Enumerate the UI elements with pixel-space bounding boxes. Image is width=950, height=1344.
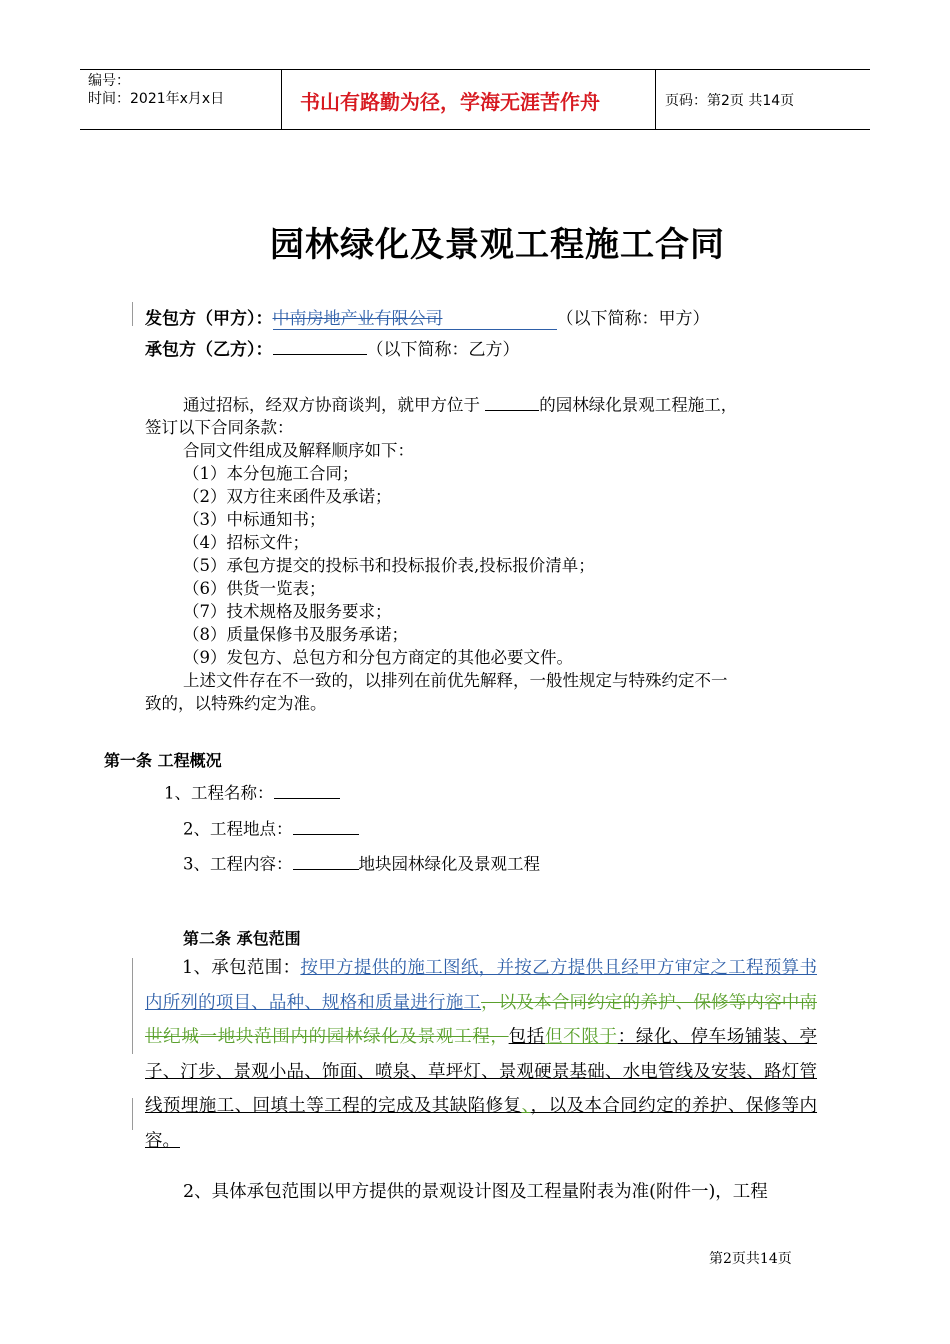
- employer-name: 中南房地产业有限公司: [273, 304, 557, 330]
- intro-line-1: 通过招标，经双方协商谈判，就甲方位于 的园林绿化景观工程施工，: [183, 393, 737, 417]
- scope-deleted-text: ，以及本合同约定的养护、保修等内容中南世纪城一地块范围内的园林绿化及景观工程，: [145, 992, 817, 1047]
- page-label: 页码：第2页 共14页: [665, 93, 795, 109]
- contractor-blank: [273, 337, 367, 355]
- change-bar: [132, 302, 133, 326]
- serial-label: 编号：: [88, 73, 130, 89]
- document-title: 园林绿化及景观工程施工合同: [270, 225, 725, 265]
- change-bar: [132, 958, 133, 1054]
- employer-label: 发包方（甲方）：: [145, 309, 273, 329]
- scope-blue-text: 按甲方提供的施工图纸，并按乙方提供且经甲方审定之工程预算书内所列的项目、品种、规格和质量进行施工: [145, 958, 817, 1013]
- precedence-line-1: 上述文件存在不一致的，以排列在前优先解释，一般性规定与特殊约定不一: [183, 671, 728, 690]
- list-item: （1）本分包施工合同；: [183, 464, 359, 483]
- contractor-line: [145, 335, 520, 360]
- list-item: （7）技术规格及服务要求；: [183, 602, 392, 621]
- header-divider-left: [281, 69, 282, 129]
- article1-heading: 第一条 工程概况: [104, 751, 222, 770]
- time-label: 时间：2021年x月x日: [88, 91, 225, 107]
- change-bar: [132, 1098, 133, 1130]
- list-item: （5）承包方提交的投标书和投标报价表,投标报价清单；: [183, 556, 595, 575]
- contractor-suffix: （以下简称：乙方）: [366, 340, 520, 360]
- article2-item-2: 2、具体承包范围以甲方提供的景观设计图及工程量附表为准(附件一)，工程: [183, 1182, 768, 1202]
- article2-heading: 第二条 承包范围: [183, 929, 301, 948]
- precedence-line-2: 致的，以特殊约定为准。: [145, 694, 327, 713]
- location-blank: [485, 393, 539, 411]
- project-name-blank: [274, 781, 340, 799]
- list-item: （2）双方往来函件及承诺；: [183, 487, 392, 506]
- scope-inserted-text: 但不限于: [544, 1027, 618, 1047]
- docs-heading: 合同文件组成及解释顺序如下：: [183, 441, 414, 460]
- article1-item-2: 2、工程地点：: [183, 817, 359, 841]
- scope-paragraph: 1、承包范围：按甲方提供的施工图纸，并按乙方提供且经甲方审定之工程预算书内所列的项目、品种、规格和质量进行施工，以及本合同约定的养护、保修等内容中南世纪城一地块范围内的园林绿化及景观工程，包括但不限于：绿化、停车场铺装、亭子、汀步、景观小品、饰面、喷泉、草坪灯、景观硬景基础、水电管线及安装、路灯管线预埋施工、回填土等工程的完成及其缺陷修复、，以及本合同约定的养护、保修等内容。: [145, 958, 818, 1151]
- footer-page-number: 第2页共14页: [709, 1251, 792, 1267]
- article1-item-1: 1、工程名称：: [164, 781, 340, 805]
- header-motto: 书山有路勤为径，学海无涯苦作舟: [300, 90, 600, 114]
- list-item: （4）招标文件；: [183, 533, 309, 552]
- header-bottom-rule: [80, 129, 870, 130]
- list-item: （8）质量保修书及服务承诺；: [183, 625, 408, 644]
- intro-line-2: 签订以下合同条款：: [145, 418, 294, 437]
- article1-item-3: 3、工程内容： 地块园林绿化及景观工程: [183, 852, 540, 876]
- list-item: （3）中标通知书；: [183, 510, 326, 529]
- contractor-label: 承包方（乙方）：: [145, 340, 273, 360]
- project-site-blank: [293, 817, 359, 835]
- employer-suffix: （以下简称：甲方）: [556, 309, 710, 329]
- list-item: （9）发包方、总包方和分包方商定的其他必要文件。: [183, 648, 573, 667]
- employer-line: [145, 304, 710, 330]
- header-top-rule: [80, 69, 870, 70]
- project-content-blank: [293, 852, 359, 870]
- header-divider-right: [655, 69, 656, 129]
- list-item: （6）供货一览表；: [183, 579, 326, 598]
